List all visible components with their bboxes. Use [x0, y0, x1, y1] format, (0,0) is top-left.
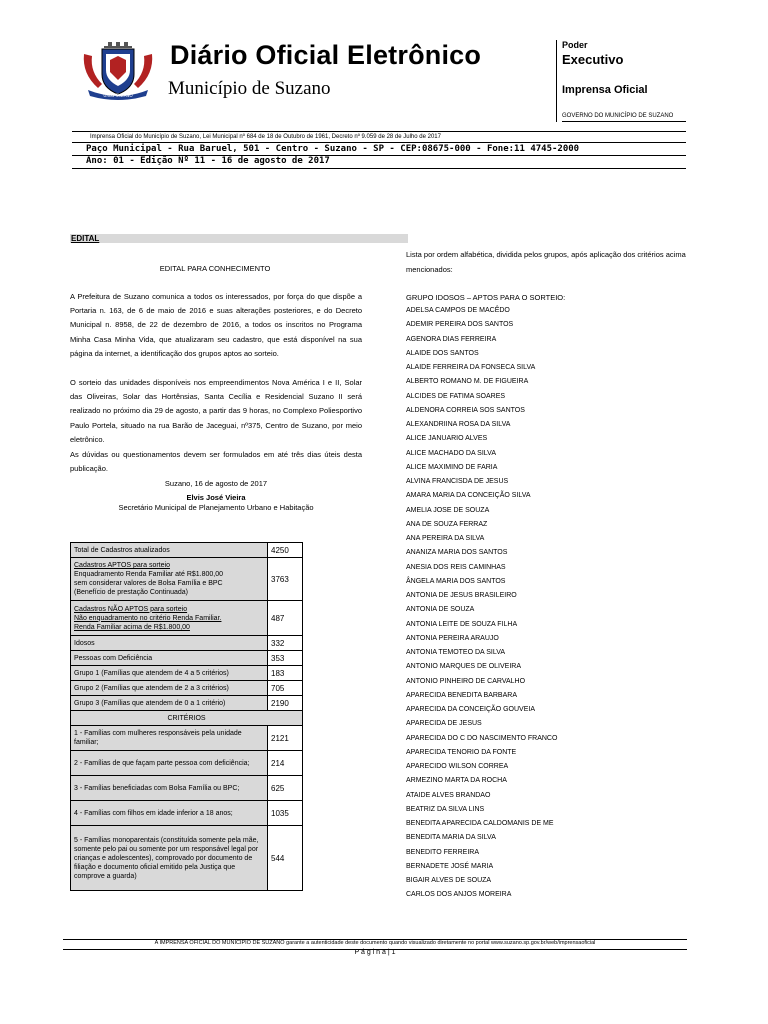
table-label: 4 - Famílias com filhos em idade inferior a 18 anos;: [71, 801, 268, 826]
signer-role: Secretário Municipal de Planejamento Urbano e Habitação: [118, 503, 314, 512]
list-item: BIGAIR ALVES DE SOUZA: [406, 877, 492, 884]
municipal-crest-logo: [80, 40, 156, 100]
governo-underline: [562, 121, 686, 122]
list-item: BERNADETE JOSÉ MARIA: [406, 862, 494, 870]
table-label: Grupo 2 (Famílias que atendem de 2 a 3 critérios): [71, 681, 268, 696]
list-item: ANTONIO PINHEIRO DE CARVALHO: [406, 677, 526, 685]
table-value: 705: [268, 681, 303, 696]
table-value: 2190: [268, 696, 303, 711]
names-list: [406, 306, 557, 905]
table-value: 4250: [268, 543, 303, 558]
table-row: [71, 601, 303, 636]
list-item: BENEDITO FERREIRA: [406, 848, 479, 856]
section-bar: [70, 234, 408, 243]
statistics-table: [70, 542, 303, 891]
list-item: BENEDITA APARECIDA CALDOMANIS DE ME: [406, 820, 554, 827]
list-item: ANTONIO MARQUES DE OLIVEIRA: [406, 663, 522, 671]
table-label: 2 - Famílias de que façam parte pessoa com deficiência;: [71, 751, 268, 776]
list-item: ANA DE SOUZA FERRAZ: [406, 520, 488, 528]
table-row: [71, 543, 303, 558]
nao-aptos-line-2: Não enquadramento no critério Renda Familiar.: [74, 614, 222, 622]
table-row: [71, 826, 303, 891]
list-item: ANESIA DOS REIS CAMINHAS: [406, 563, 506, 571]
list-item: ATAIDE ALVES BRANDAO: [406, 791, 491, 799]
executivo-label: Executivo: [562, 52, 624, 67]
list-item: ANTONIA DE JESUS BRASILEIRO: [406, 592, 517, 599]
footer-authenticity-note: A IMPRENSA OFICIAL DO MUNICÍPIO DE SUZANO garante a autenticidade deste documento quando visualizado diretamente no portal www.suzano.sp.gov.br/web/imprensaoficial: [154, 940, 596, 946]
list-item: ALVINA FRANCISDA DE JESUS: [406, 478, 509, 485]
table-value: 353: [268, 651, 303, 666]
table-value: 625: [268, 776, 303, 801]
table-row: [71, 681, 303, 696]
table-value: 183: [268, 666, 303, 681]
list-item: CARLOS DOS ANJOS MOREIRA: [406, 891, 512, 899]
list-item: ANTONIA DE SOUZA: [406, 606, 475, 614]
poder-label: Poder: [562, 40, 588, 50]
list-item: APARECIDO WILSON CORREA: [406, 763, 509, 770]
list-item: ANA PEREIRA DA SILVA: [406, 535, 485, 542]
table-value: 2121: [268, 726, 303, 751]
list-item: APARECIDA DO C DO NASCIMENTO FRANCO: [406, 734, 558, 742]
list-item: AMARA MARIA DA CONCEIÇÃO SILVA: [406, 492, 531, 500]
edital-paragraph-3: As dúvidas ou questionamentos devem ser formulados em até três dias úteis desta publicação.: [70, 450, 362, 474]
table-label: Grupo 1 (Famílias que atendem de 4 a 5 critérios): [71, 666, 268, 681]
table-row: [71, 751, 303, 776]
publication-title: Diário Oficial Eletrônico: [170, 40, 482, 70]
list-item: ANTONIA TEMOTEO DA SILVA: [406, 649, 506, 656]
list-item: ALCIDES DE FATIMA SOARES: [406, 392, 506, 400]
table-label: Pessoas com Deficiência: [71, 651, 268, 666]
edital-paragraph-2: O sorteio das unidades disponíveis nos empreendimentos Nova América I e II, Solar das Oliveiras, Solar das Hortênsias, Santa Cecília e Residencial Suzano II será realizado no próximo dia 29 de agosto, a partir das 9 horas, no Complexo Poliesportivo Paulo Portela, situado na rua Barão de Jaceguai, nº375, Centro de Suzano, por meio eletrônico.: [70, 378, 362, 444]
list-item: ALICE MAXIMINO DE FARIA: [406, 463, 498, 471]
list-item: ALDENORA CORREIA SOS SANTOS: [406, 406, 525, 414]
list-item: AMELIA JOSE DE SOUZA: [406, 506, 490, 514]
table-label: [71, 558, 268, 601]
table-label: [71, 601, 268, 636]
table-value: 3763: [268, 558, 303, 601]
list-item: APARECIDA DA CONCEIÇÃO GOUVEIA: [406, 706, 536, 713]
address-line: Paço Municipal - Rua Baruel, 501 - Centro - Suzano - SP - CEP:08675-000 - Fone:11 4745-2000: [86, 144, 580, 154]
table-row: [71, 558, 303, 601]
criterios-header: CRITÉRIOS: [71, 711, 303, 726]
aptos-line-1: Cadastros APTOS para sorteio: [74, 562, 170, 569]
nao-aptos-line-1: Cadastros NÃO APTOS para sorteio: [74, 605, 188, 613]
table-value: 487: [268, 601, 303, 636]
list-item: ALICE MACHADO DA SILVA: [406, 449, 496, 457]
signer-name: Elvis José Vieira: [186, 493, 246, 502]
table-label: Idosos: [71, 636, 268, 651]
table-row: [71, 776, 303, 801]
list-item: ADELSA CAMPOS DE MACÊDO: [406, 307, 510, 314]
page-number: P á g i n a | 1: [354, 949, 396, 956]
list-item: ÂNGELA MARIA DOS SANTOS: [406, 577, 506, 585]
list-item: ANANIZA MARIA DOS SANTOS: [406, 549, 508, 557]
list-item: ADEMIR PEREIRA DOS SANTOS: [406, 321, 514, 329]
place-date: Suzano, 16 de agosto de 2017: [164, 479, 268, 488]
imprensa-oficial-label: Imprensa Oficial: [562, 84, 648, 96]
edital-paragraph-1: A Prefeitura de Suzano comunica a todos os interessados, por força do que dispõe a Portaria n. 163, de 6 de maio de 2016 e suas alterações posteriores, e do Decreto Municipal n. 8958, de 22 de dezembro de 2016, a todos os inscritos no Programa Minha Casa Minha Vida, que atualizaram seu cadastro, que está disponível na sua página da internet, a identificação dos grupos aptos ao sorteio.: [70, 292, 362, 358]
municipality-subtitle: Município de Suzano: [168, 78, 331, 99]
table-label: Grupo 3 (Famílias que atendem de 0 a 1 critério): [71, 696, 268, 711]
table-label: 5 - Famílias monoparentais (constituída somente pela mãe, somente pelo pai ou somente por um responsável legal por crianças e adolescentes), comprovado por documento de filiação e documento oficial emitido pela Justiça que comprove a guarda): [71, 826, 268, 891]
table-value: 332: [268, 636, 303, 651]
table-value: 544: [268, 826, 303, 891]
header-divider: [556, 40, 557, 122]
list-item: ALAIDE FERREIRA DA FONSECA SILVA: [406, 364, 536, 371]
governo-label: GOVERNO DO MUNICÍPIO DE SUZANO: [562, 113, 674, 119]
list-item: ALBERTO ROMANO M. DE FIGUEIRA: [406, 378, 529, 386]
list-item: BENEDITA MARIA DA SILVA: [406, 834, 496, 842]
list-intro: Lista por ordem alfabética, dividida pelos grupos, após aplicação dos critérios acima mencionados:: [406, 250, 686, 274]
list-item: APARECIDA BENEDITA BARBARA: [406, 691, 517, 699]
list-item: ANTONIA PEREIRA ARAUJO: [406, 634, 499, 642]
list-item: ALICE JANUARIO ALVES: [406, 435, 488, 443]
table-label: 3 - Famílias beneficiadas com Bolsa Família ou BPC;: [71, 776, 268, 801]
list-item: APARECIDA TENORIO DA FONTE: [406, 748, 517, 756]
masthead-divider: [72, 142, 686, 143]
table-value: 1035: [268, 801, 303, 826]
table-row: [71, 801, 303, 826]
crest-motto: URBS SUZANO: [103, 93, 133, 98]
group-title: GRUPO IDOSOS – APTOS PARA O SORTEIO:: [406, 293, 566, 302]
table-label: 1 - Famílias com mulheres responsáveis pela unidade familiar;: [71, 726, 268, 751]
legal-notice: Imprensa Oficial do Município de Suzano, Lei Municipal nº 684 de 18 de Outubro de 1961, Decreto nº 9.059 de 28 de Julho de 2017: [90, 134, 441, 140]
list-item: ANTONIA LEITE DE SOUZA FILHA: [406, 620, 518, 628]
list-item: ARMEZINO MARTA DA ROCHA: [406, 777, 507, 785]
table-row: [71, 651, 303, 666]
aptos-line-2: Enquadramento Renda Familiar até R$1.800,00: [74, 571, 224, 578]
list-item: ALEXANDRIINA ROSA DA SILVA: [406, 421, 511, 428]
table-label: Total de Cadastros atualizados: [71, 543, 268, 558]
list-item: ALAIDE DOS SANTOS: [406, 349, 479, 357]
list-item: AGENORA DIAS FERREIRA: [406, 335, 497, 343]
table-row: [71, 711, 303, 726]
table-value: 214: [268, 751, 303, 776]
list-item: BEATRIZ DA SILVA LINS: [406, 805, 485, 813]
table-row: [71, 726, 303, 751]
aptos-line-3: sem considerar valores de Bolsa Família e BPC: [74, 580, 223, 587]
list-item: APARECIDA DE JESUS: [406, 720, 482, 728]
edital-heading: EDITAL PARA CONHECIMENTO: [159, 264, 271, 273]
edition-line: Ano: 01 - Edição Nº 11 - 16 de agosto de 2017: [86, 156, 330, 166]
section-label: EDITAL: [71, 234, 100, 243]
aptos-line-4: (Benefício de prestação Continuada): [74, 589, 189, 596]
table-row: [71, 696, 303, 711]
table-row: [71, 666, 303, 681]
nao-aptos-line-3: Renda Familiar acima de R$1.800,00: [74, 623, 190, 631]
table-row: [71, 636, 303, 651]
